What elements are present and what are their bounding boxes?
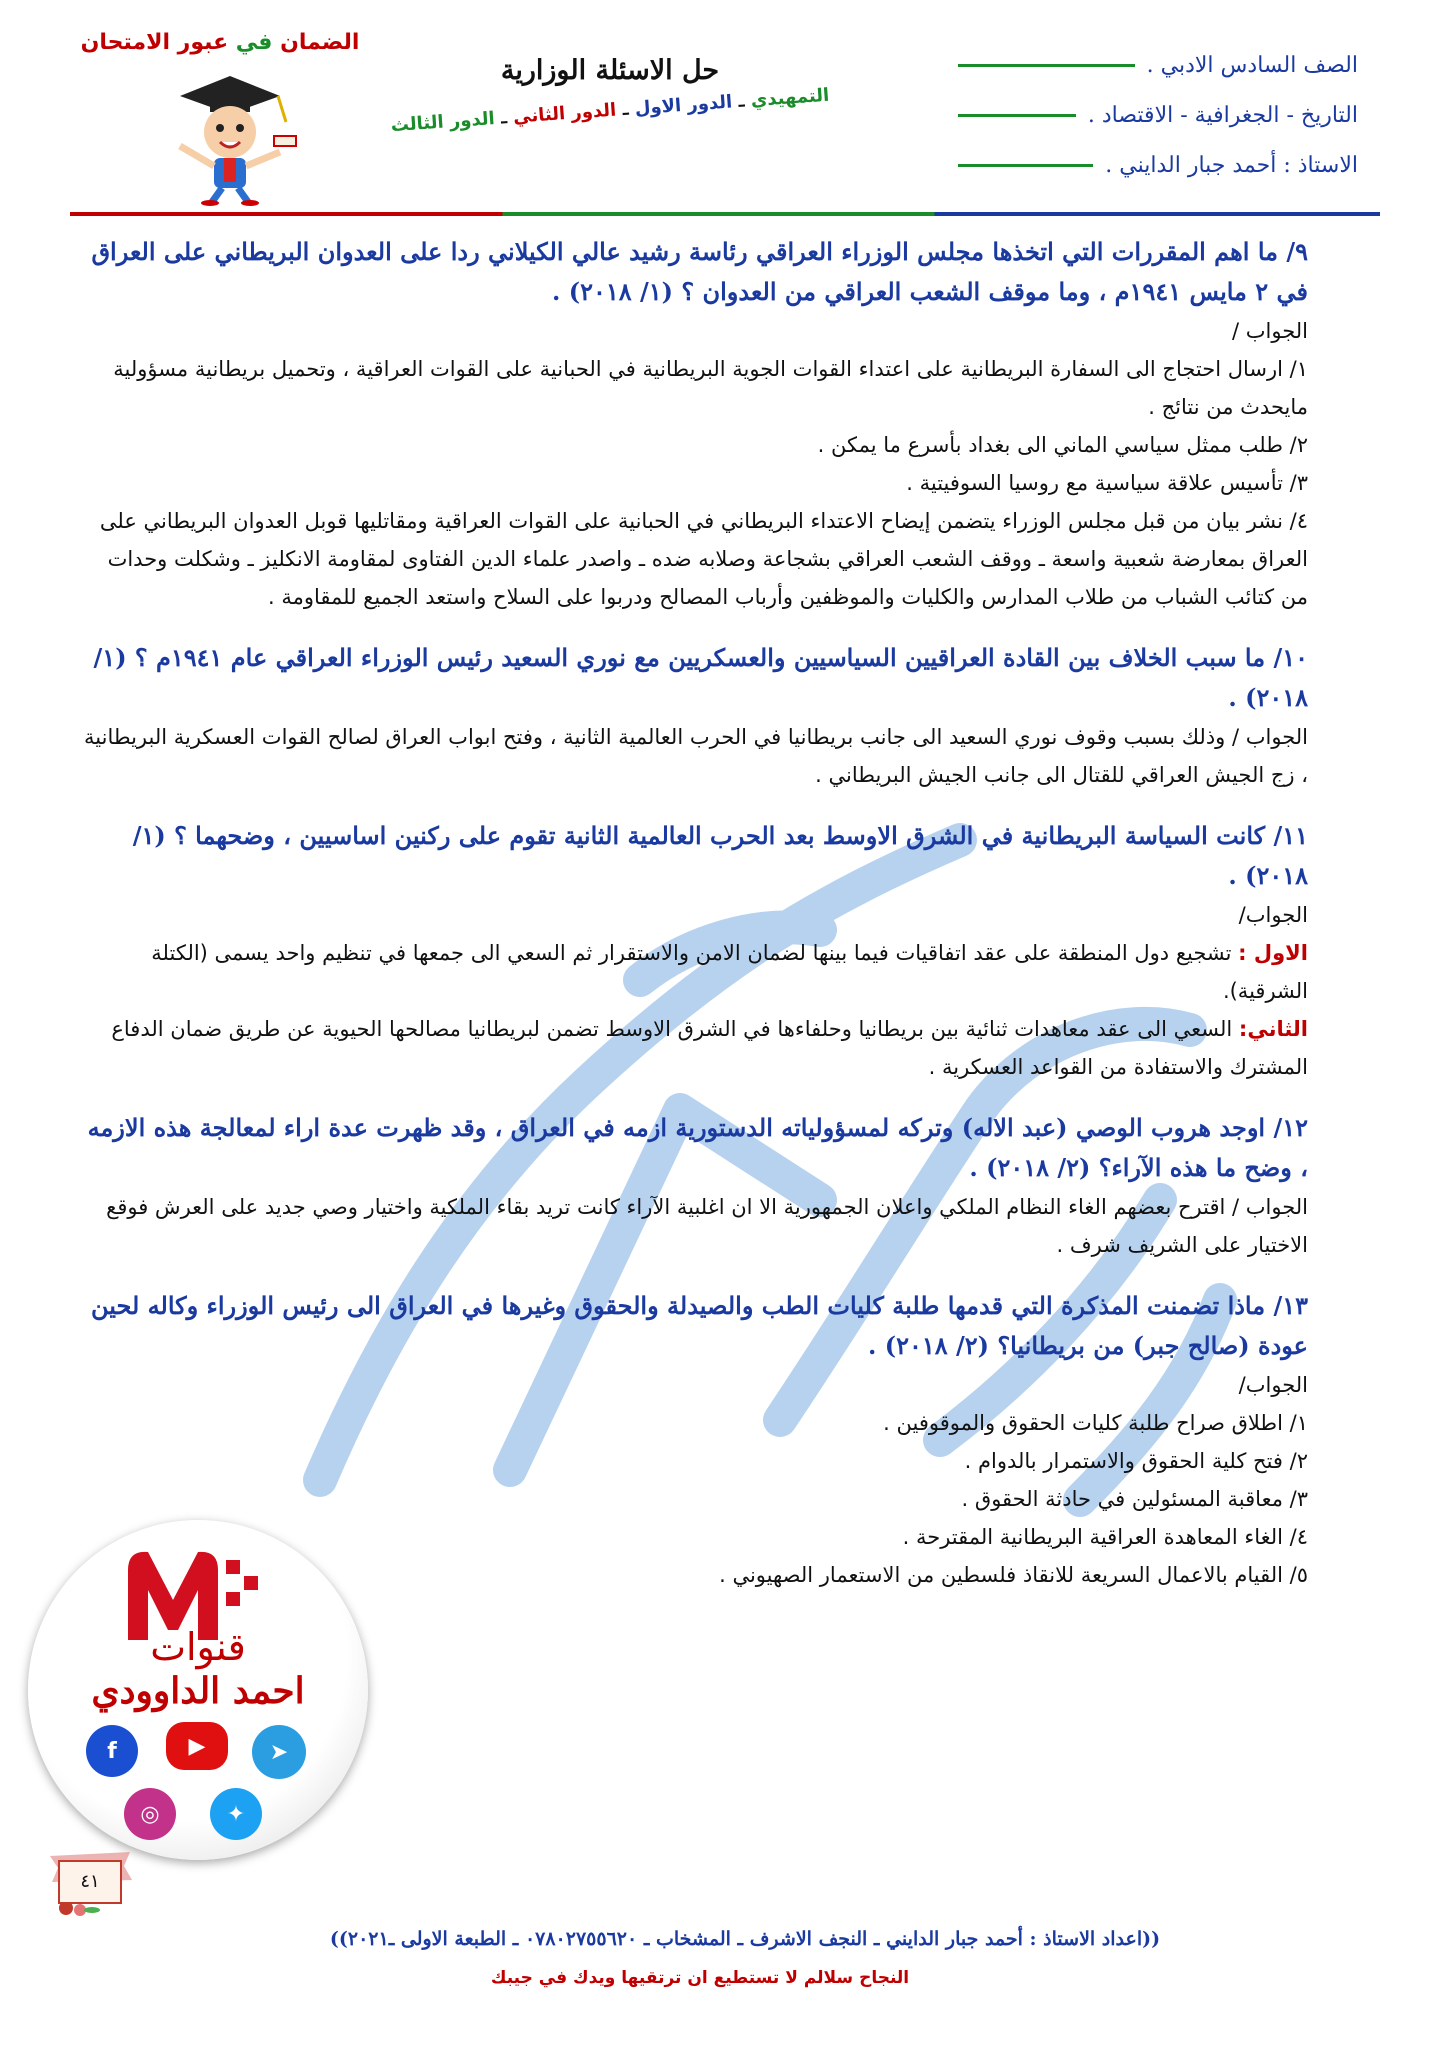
answer-line: ٢/ طلب ممثل سياسي الماني الى بغداد بأسرع ما يمكن .: [817, 433, 1308, 457]
header-mascot-block: [70, 30, 370, 210]
answer-line: ٣/ تأسيس علاقة سياسية مع روسيا السوفيتية .: [906, 471, 1308, 495]
second-pillar-text: السعي الى عقد معاهدات ثنائية بين بريطانيا وحلفاءها في الشرق الاوسط تضمن لبريطانيا مصالحها الحيوية عن طريق ضمان الدفاع المشترك والاستفادة من القواعد العسكرية .: [111, 1017, 1308, 1079]
logo-line-2: احمد الداوودي: [91, 1670, 305, 1712]
questions-content: [80, 232, 1308, 1594]
slogan-part-3: عبور الامتحان: [80, 30, 229, 55]
page-number-badge: [40, 1852, 140, 1912]
question-text: ١٢/ اوجد هروب الوصي (عبد الاله) وتركه لمسؤولياته الدستورية ازمه في العراق ، وقد ظهرت عدة اراء لمعالجة هذه الازمه ، وضح ما هذه الآراء؟ (٢/ ٢٠١٨) .: [87, 1113, 1308, 1182]
header-subjects-line: [958, 90, 1358, 140]
question-text: ١٠/ ما سبب الخلاف بين القادة العراقيين السياسيين والعسكريين مع نوري السعيد رئيس الوزراء العراقي عام ١٩٤١م ؟ (١/ ٢٠١٨) .: [93, 643, 1308, 712]
instagram-icon[interactable]: ◎: [124, 1788, 176, 1840]
facebook-icon[interactable]: f: [86, 1725, 138, 1777]
question-10: [80, 638, 1308, 794]
exam-rounds: التمهيدي ـ الدور الاول ـ الدور الثاني ـ الدور الثالث: [390, 84, 830, 137]
second-pillar-label: الثاني:: [1238, 1017, 1308, 1041]
slogan-part-1: الضمان: [280, 30, 360, 55]
question-text: ١٣/ ماذا تضمنت المذكرة التي قدمها طلبة كليات الطب والصيدلة والحقوق وغيرها في العراق الى رئيس الوزراء وكاله لحين عودة (صالح جبر) من بريطانيا؟ (٢/ ٢٠١٨) .: [91, 1291, 1308, 1360]
answer-label: الجواب/: [1238, 903, 1308, 927]
header-rule: [958, 64, 1135, 67]
answer-first-pillar: [80, 934, 1308, 1010]
answer-second-pillar: [80, 1010, 1308, 1086]
header-teacher: الاستاذ : أحمد جبار الدايني .: [1105, 152, 1358, 178]
round-second: الدور الثاني: [512, 99, 617, 128]
answer-label: الجواب/: [1238, 1373, 1308, 1397]
header-title-block: [380, 55, 840, 165]
graduate-mascot-icon: [140, 66, 300, 206]
youtube-icon[interactable]: ▶: [166, 1722, 228, 1770]
header-grade: الصف السادس الادبي .: [1146, 52, 1358, 78]
header-divider: [70, 212, 1380, 216]
footer-motto: النجاح سلالم لا تستطيع ان ترتقيها ويدك في جيبك: [490, 1968, 910, 1988]
logo-line-1: قنوات: [150, 1625, 246, 1669]
question-9: [80, 232, 1308, 616]
answer-text: الجواب / اقترح بعضهم الغاء النظام الملكي واعلان الجمهورية الا ان اغلبية الآراء كانت تريد بقاء الملكية واختيار وصي جديد على العرش فوقع الاختيار على الشريف شرف .: [106, 1195, 1308, 1257]
answer-line: ٤/ الغاء المعاهدة العراقية البريطانية المقترحة .: [902, 1525, 1308, 1549]
telegram-icon[interactable]: ➤: [252, 1725, 306, 1779]
answer-line: ٣/ معاقبة المسئولين في حادثة الحقوق .: [961, 1487, 1308, 1511]
question-11: [80, 816, 1308, 1086]
answer-line: ١/ ارسال احتجاج الى السفارة البريطانية على اعتداء القوات الجوية البريطانية في الحبانية على القوات العراقية ، وتحميل بريطانية مسؤولية مايحدث من نتائج .: [113, 357, 1308, 419]
slogan-part-2: في: [235, 30, 273, 55]
header-grade-line: [958, 40, 1358, 90]
answer-line: ١/ اطلاق صراح طلبة كليات الحقوق والموقوفين .: [883, 1411, 1308, 1435]
answer-label: الجواب /: [1232, 319, 1308, 343]
header-rule: [958, 164, 1093, 167]
header-subjects: التاريخ - الجغرافية - الاقتصاد .: [1087, 102, 1358, 128]
round-prelim: التمهيدي: [750, 84, 830, 112]
answer-text: الجواب / وذلك بسبب وقوف نوري السعيد الى جانب بريطانيا في الحرب العالمية الثانية ، وفتح ابواب العراق لصالح القوات العسكرية البريطانية ، زج الجيش العراقي للقتال الى جانب الجيش البريطاني .: [84, 725, 1308, 787]
page-title: حل الاسئلة الوزارية: [500, 55, 720, 86]
twitter-icon[interactable]: ✦: [210, 1788, 262, 1840]
header-rule: [958, 114, 1076, 117]
answer-line: ٤/ نشر بيان من قبل مجلس الوزراء يتضمن إيضاح الاعتداء البريطاني في الحبانية على القوات العراقية ومقاتليها قوبل العدوان البريطاني على العراق بمعارضة شعبية واسعة ـ ووقف الشعب العراقي بشجاعة وصلابه ضده ـ واصدر علماء الدين الفتاوى لمقاومة الانكليز ـ وشكلت وحدات من كتائب الشباب من طلاب المدارس والكليات والموظفين وأرباب المصالح ودربوا على السلاح واستعد الجميع للمقاومة .: [99, 509, 1308, 609]
first-pillar-text: تشجيع دول المنطقة على عقد اتفاقيات فيما بينها لضمان الامن والاستقرار ثم السعي الى جمعها في تنظيم واحد يسمى (الكتلة الشرقية).: [151, 941, 1308, 1003]
question-text: ٩/ ما اهم المقررات التي اتخذها مجلس الوزراء العراقي رئاسة رشيد عالي الكيلاني ردا على العدوان البريطاني على العراق في ٢ مايس ١٩٤١م ، وما موقف الشعب العراقي من العدوان ؟ (١/ ٢٠١٨) .: [91, 237, 1308, 306]
answer-line: ٢/ فتح كلية الحقوق والاستمرار بالدوام .: [964, 1449, 1308, 1473]
header-teacher-line: [958, 140, 1358, 190]
question-text: ١١/ كانت السياسة البريطانية في الشرق الاوسط بعد الحرب العالمية الثانية تقوم على ركنين اساسيين ، وضحهما ؟ (١/ ٢٠١٨) .: [132, 821, 1308, 890]
channel-logo: [28, 1520, 368, 1860]
first-pillar-label: الاول :: [1238, 941, 1308, 965]
answer-line: ٥/ القيام بالاعمال السريعة للانقاذ فلسطين من الاستعمار الصهيوني .: [719, 1563, 1308, 1587]
slogan: [70, 30, 370, 55]
question-12: [80, 1108, 1308, 1264]
round-first: الدور الاول: [634, 91, 733, 120]
round-third: الدور الثالث: [390, 108, 496, 137]
page-number: ٤١: [58, 1860, 122, 1904]
header-info: [958, 40, 1358, 190]
footer-credits: ((اعداد الاستاذ : أحمد جبار الدايني ـ النجف الاشرف ـ المشخاب ـ ٠٧٨٠٢٧٥٥٦٢٠ ـ الطبعة الاولى ـ٢٠٢١)): [329, 1928, 1161, 1950]
